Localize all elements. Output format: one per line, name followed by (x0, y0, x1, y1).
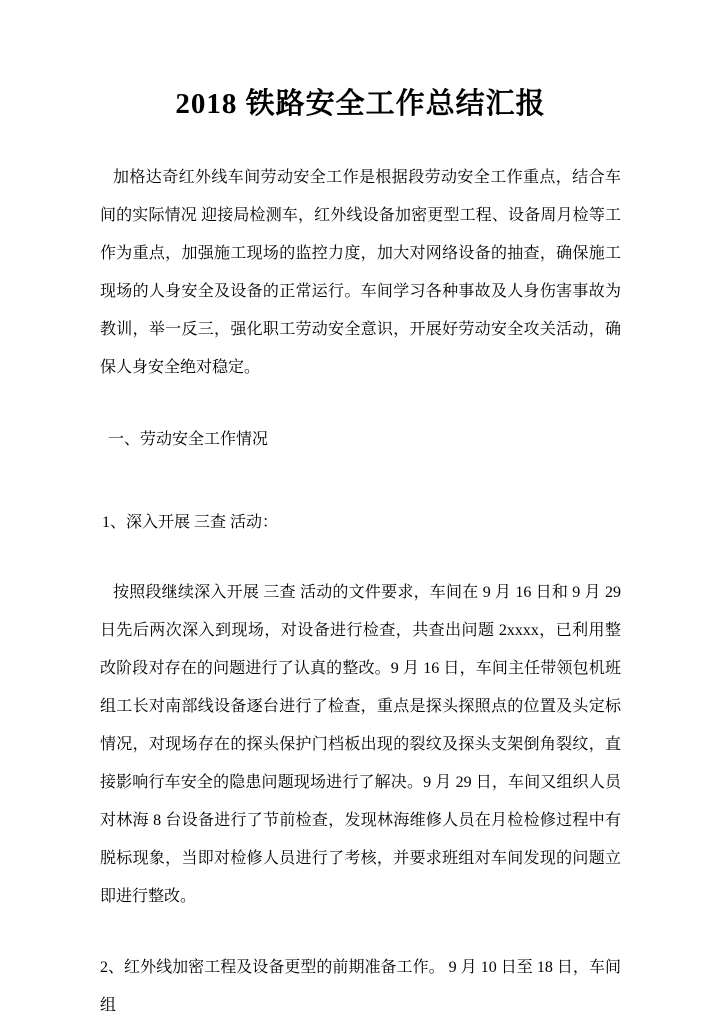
body-paragraph-three-checks: 按照段继续深入开展 三查 活动的文件要求，车间在 9 月 16 日和 9 月 29 日先后两次深入到现场，对设备进行检查，共查出问题 2xxxx，已利用整改阶段对存在的问题进行了认真的整改。9 月 16 日，车间主任带领包机班组工长对南部线设备逐台进行了检查，重点是探头探照点的位置及头定标情况，对现场存在的探头保护门档板出现的裂纹及探头支架倒角裂纹，直接影响行车安全的隐患问题现场进行了解决。9 月 29 日，车间又组织人员对林海 8 台设备进行了节前检查，发现林海维修人员在月检检修过程中有脱标现象，当即对检修人员进行了考核，并要求班组对车间发现的问题立即进行整改。 (100, 584, 621, 905)
document-title: 2018 铁路安全工作总结汇报 (175, 88, 546, 120)
subsection-heading-three-checks: 1、深入开展 三查 活动： (102, 514, 279, 531)
body-paragraph-item-2: 2、红外线加密工程及设备更型的前期准备工作。 9 月 10 日至 18 日，车间组 (100, 959, 621, 1014)
intro-paragraph: 加格达奇红外线车间劳动安全工作是根据段劳动安全工作重点，结合车间的实际情况 迎接局检测车，红外线设备加密更型工程、设备周月检等工作为重点，加强施工现场的监控力度，加大对网络设备的抽查，确保施工现场的人身安全及设备的正常运行。车间学习各种事故及人身伤害事故为教训，举一反三，强化职工劳动安全意识，开展好劳动安全攻关活动，确保人身安全绝对稳定。 (100, 169, 621, 376)
section-heading-labor-safety: 一、劳动安全工作情况 (108, 431, 269, 448)
